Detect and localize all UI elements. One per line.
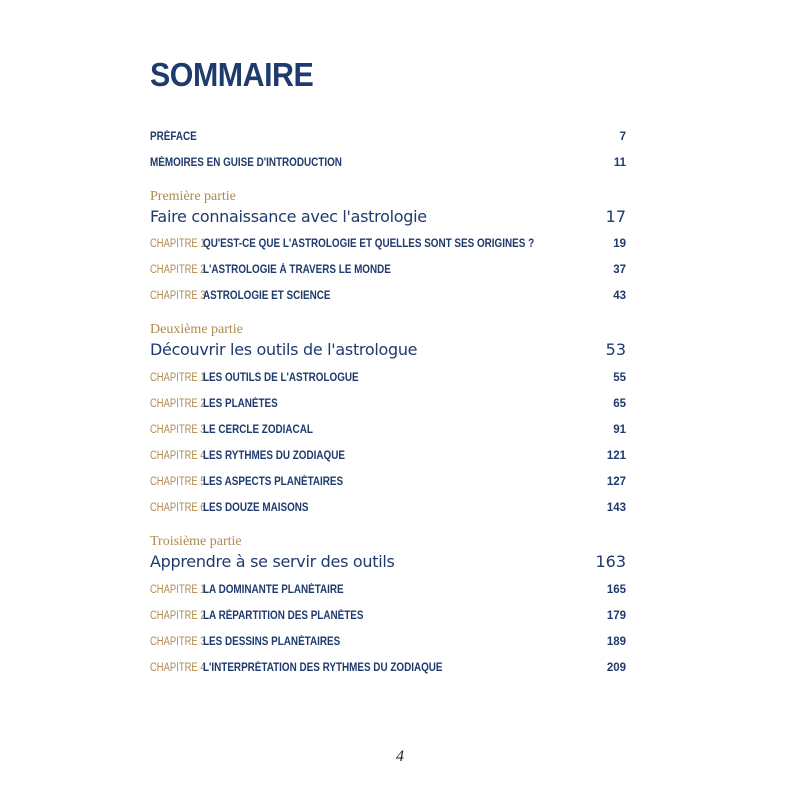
- part-heading[interactable]: [150, 339, 626, 361]
- toc-entry-preface[interactable]: [150, 128, 626, 146]
- toc-entry-chapter[interactable]: [150, 659, 626, 677]
- chapter-label: CHAPITRE 2: [150, 398, 206, 410]
- chapter-label: CHAPITRE 6: [150, 502, 206, 514]
- part-title: Découvrir les outils de l'astrologue: [150, 340, 418, 359]
- part-title: Apprendre à se servir des outils: [150, 552, 395, 571]
- chapter-page-number: 43: [613, 290, 626, 302]
- part-heading[interactable]: [150, 206, 626, 228]
- chapter-label: CHAPITRE 3: [150, 290, 206, 302]
- entry-page-number: 7: [619, 131, 626, 143]
- chapter-label: CHAPITRE 4: [150, 662, 206, 674]
- chapter-title: ASTROLOGIE ET SCIENCE: [203, 290, 331, 302]
- chapter-page-number: 209: [606, 662, 626, 674]
- toc-entry-chapter[interactable]: [150, 633, 626, 651]
- toc-entry-chapter[interactable]: [150, 235, 626, 253]
- chapter-label: CHAPITRE 3: [150, 636, 206, 648]
- toc-entry-chapter[interactable]: [150, 473, 626, 491]
- toc-entry-chapter[interactable]: [150, 287, 626, 305]
- entry-title: MÉMOIRES EN GUISE D'INTRODUCTION: [150, 157, 342, 169]
- part-page-number: 163: [595, 552, 626, 571]
- chapter-title: LES DESSINS PLANÉTAIRES: [203, 636, 341, 648]
- chapter-page-number: 189: [606, 636, 626, 648]
- chapter-label: CHAPITRE 1: [150, 584, 206, 596]
- chapter-label: CHAPITRE 3: [150, 424, 206, 436]
- chapter-title: LES ASPECTS PLANÉTAIRES: [203, 476, 344, 488]
- chapter-page-number: 179: [606, 610, 626, 622]
- chapter-title: LES RYTHMES DU ZODIAQUE: [203, 450, 345, 462]
- chapter-label: CHAPITRE 4: [150, 450, 206, 462]
- chapter-title: LA DOMINANTE PLANÉTAIRE: [203, 584, 344, 596]
- entry-page-number: 11: [613, 157, 626, 169]
- toc-entry-chapter[interactable]: [150, 421, 626, 439]
- part-page-number: 17: [605, 207, 626, 226]
- chapter-title: LE CERCLE ZODIACAL: [203, 424, 313, 436]
- entry-title: PRÉFACE: [150, 131, 197, 143]
- chapter-label: CHAPITRE 1: [150, 238, 206, 250]
- part-page-number: 53: [605, 340, 626, 359]
- part-label: Deuxième partie: [150, 322, 243, 337]
- toc-entry-introduction[interactable]: [150, 154, 626, 172]
- chapter-page-number: 143: [606, 502, 626, 514]
- chapter-title: LES PLANÈTES: [203, 398, 278, 410]
- toc-entry-chapter[interactable]: [150, 395, 626, 413]
- toc-entry-chapter[interactable]: [150, 581, 626, 599]
- chapter-page-number: 165: [606, 584, 626, 596]
- chapter-label: CHAPITRE 2: [150, 264, 206, 276]
- chapter-page-number: 65: [613, 398, 626, 410]
- part-label: Première partie: [150, 189, 236, 204]
- chapter-label: CHAPITRE 2: [150, 610, 206, 622]
- chapter-title: LES OUTILS DE L'ASTROLOGUE: [203, 372, 359, 384]
- toc-entry-chapter[interactable]: [150, 261, 626, 279]
- page-title: SOMMAIRE: [150, 56, 314, 93]
- chapter-label: CHAPITRE 1: [150, 372, 206, 384]
- chapter-page-number: 121: [606, 450, 626, 462]
- toc-entry-chapter[interactable]: [150, 369, 626, 387]
- chapter-page-number: 19: [613, 238, 626, 250]
- chapter-page-number: 55: [613, 372, 626, 384]
- page-folio: 4: [396, 748, 404, 765]
- part-label: Troisième partie: [150, 534, 242, 549]
- toc-entry-chapter[interactable]: [150, 607, 626, 625]
- chapter-page-number: 91: [613, 424, 626, 436]
- chapter-title: QU'EST-CE QUE L'ASTROLOGIE ET QUELLES SONT SES ORIGINES ?: [203, 238, 535, 250]
- chapter-title: L'INTERPRÉTATION DES RYTHMES DU ZODIAQUE: [203, 662, 443, 674]
- part-title: Faire connaissance avec l'astrologie: [150, 207, 427, 226]
- toc-entry-chapter[interactable]: [150, 499, 626, 517]
- chapter-page-number: 37: [613, 264, 626, 276]
- toc-entry-chapter[interactable]: [150, 447, 626, 465]
- chapter-title: LA RÉPARTITION DES PLANÈTES: [203, 610, 364, 622]
- chapter-title: L'ASTROLOGIE À TRAVERS LE MONDE: [203, 264, 391, 276]
- chapter-title: LES DOUZE MAISONS: [203, 502, 309, 514]
- part-heading[interactable]: [150, 551, 626, 573]
- chapter-label: CHAPITRE 5: [150, 476, 206, 488]
- chapter-page-number: 127: [606, 476, 626, 488]
